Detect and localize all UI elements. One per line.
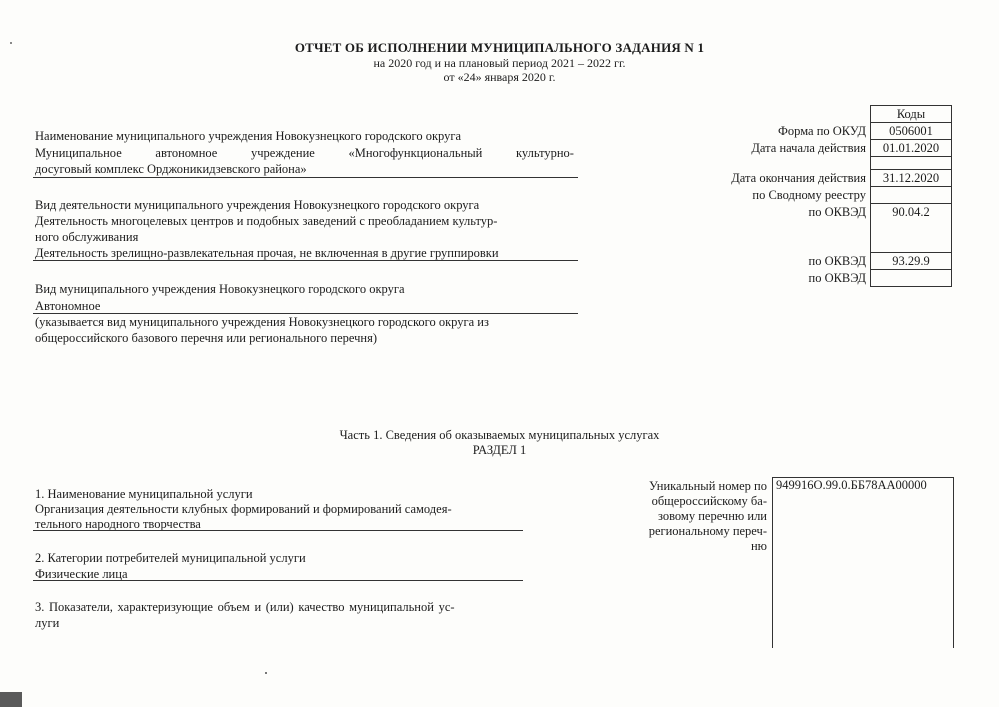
activity-label: Вид деятельности муниципального учреждения Новокузнецкого городского округа [35, 198, 480, 212]
indicators-line2: луги [35, 616, 60, 630]
scan-dot [265, 672, 267, 674]
codes-row [700, 123, 952, 140]
report-date: от «24» января 2020 г. [443, 70, 556, 84]
codes-row [700, 140, 952, 157]
codes-row-value [871, 187, 952, 204]
institution-name-word: «Многофункциональный [348, 146, 483, 160]
service-name-line1: Организация деятельности клубных формирований и формирований самодея- [35, 502, 452, 516]
codes-row-label: Дата начала действия [751, 140, 866, 155]
unique-number-label: Уникальный номер по общероссийскому ба- зовому перечню или региональному переч- ню [648, 479, 767, 553]
codes-row-value: 90.04.2 [871, 204, 952, 221]
divider [33, 313, 578, 314]
codes-header: Коды [871, 106, 952, 123]
report-title: ОТЧЕТ ОБ ИСПОЛНЕНИИ МУНИЦИПАЛЬНОГО ЗАДАНИЯ N 1 [294, 40, 705, 55]
divider [33, 260, 578, 261]
institution-name-line1 [35, 146, 574, 160]
codes-row [700, 253, 952, 270]
codes-row-label: по ОКВЭД [808, 270, 866, 285]
unique-number-box [772, 477, 954, 648]
codes-row-value [871, 270, 952, 287]
scan-artifact [0, 692, 22, 707]
divider [33, 580, 523, 581]
codes-row-value: 93.29.9 [871, 253, 952, 270]
part-title: Часть 1. Сведения об оказываемых муниципальных услугах [339, 428, 660, 442]
divider [33, 530, 523, 531]
codes-row [700, 187, 952, 204]
type-note-line1: (указывается вид муниципального учреждения Новокузнецкого городского округа из [35, 315, 489, 329]
codes-table [700, 105, 952, 287]
type-label: Вид муниципального учреждения Новокузнецкого городского округа [35, 282, 405, 296]
service-name-label: 1. Наименование муниципальной услуги [35, 487, 253, 501]
type-note-line2: общероссийского базового перечня или регионального перечня) [35, 331, 377, 345]
codes-row [700, 204, 952, 221]
codes-row-label: Дата окончания действия [731, 170, 866, 185]
section-title: РАЗДЕЛ 1 [472, 443, 527, 457]
codes-row-label: Форма по ОКУД [778, 123, 866, 138]
consumers-value: Физические лица [35, 567, 128, 581]
consumers-label: 2. Категории потребителей муниципальной услуги [35, 551, 306, 565]
codes-row-value: 01.01.2020 [871, 140, 952, 157]
codes-row-value: 31.12.2020 [871, 170, 952, 187]
codes-row-label: по ОКВЭД [808, 204, 866, 219]
codes-row-label: по ОКВЭД [808, 253, 866, 268]
service-name-line2: тельного народного творчества [35, 517, 201, 531]
codes-row [700, 157, 952, 170]
type-value: Автономное [35, 299, 101, 313]
divider [33, 177, 578, 178]
unique-number-value: 949916О.99.0.ББ78АА00000 [776, 478, 927, 492]
activity-line1: Деятельность многоцелевых центров и подобных заведений с преобладанием культур- [35, 214, 498, 228]
institution-name-word: учреждение [251, 146, 315, 160]
institution-name-word: культурно- [516, 146, 574, 160]
codes-row [700, 270, 952, 287]
indicators-line1: 3. Показатели, характеризующие объем и (или) качество муниципальной ус- [35, 600, 455, 614]
activity-line2: ного обслуживания [35, 230, 139, 244]
codes-row-value: 0506001 [871, 123, 952, 140]
institution-name-word: Муниципальное [35, 146, 122, 160]
institution-name-line2: досуговый комплекс Орджоникидзевского района» [35, 162, 307, 176]
institution-label: Наименование муниципального учреждения Новокузнецкого городского округа [35, 129, 462, 143]
codes-row-label: по Сводному реестру [752, 187, 866, 202]
scan-dot [10, 42, 12, 44]
activity-line3: Деятельность зрелищно-развлекательная прочая, не включенная в другие группировки [35, 246, 499, 260]
codes-row [700, 170, 952, 187]
institution-name-word: автономное [155, 146, 218, 160]
report-period: на 2020 год и на плановый период 2021 – 2022 гг. [373, 56, 626, 70]
